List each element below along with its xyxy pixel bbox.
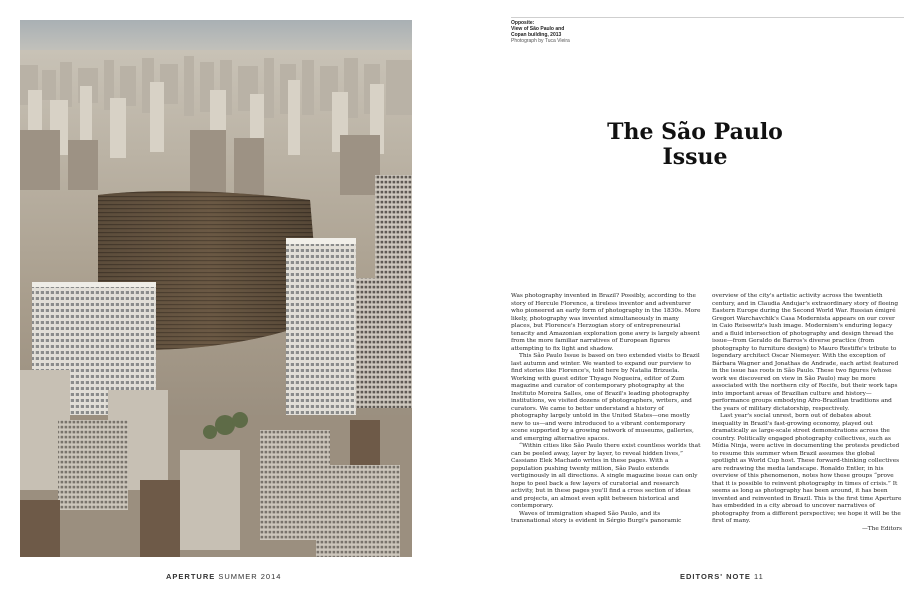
folio-left-magazine: APERTURE	[166, 572, 216, 581]
folio-right-section: EDITORS' NOTE	[680, 572, 751, 581]
top-rule	[511, 17, 904, 18]
signature: —The Editors	[861, 525, 902, 532]
photo-caption	[511, 20, 661, 44]
title-line-2: Issue	[662, 144, 728, 170]
body-column-left	[511, 293, 701, 526]
folio-left-issue: SUMMER 2014	[215, 572, 282, 581]
caption-line-2: Copan building, 2013	[511, 32, 562, 38]
caption-heading: Opposite:	[511, 20, 535, 26]
title-line-1: The São Paulo	[607, 119, 783, 145]
body-paragraph-4: Waves of immigration shaped São Paulo, and its transnational story is evident in Sérgio Burgi's panoramic	[511, 510, 682, 524]
folio-left	[166, 572, 281, 581]
article-title	[560, 120, 830, 170]
body-paragraph-6: Last year's social unrest, born out of debates about inequality in Brazil's fast-growing economy, played out dramatically as large-scale street demonstrations across the country. Politically engaged photography collectives, such as Mídia Ninja, were active in documenting the protests predicted to resume this summer when Brazil assumes the global spotlight as World Cup host. These forward-thinking collectives are redrawing the media landscape. Ronaldo Entler, in his overview of this phenomenon, notes how these groups “prove that it is possible to reinvent photography in times of crisis.” It seems as long as photography has been around, it has been invented and reinvented in Brazil. This is the first time Aperture has embedded in a city abroad to uncover narratives of photography from a different perspective; we hope it will be the first of many.	[712, 413, 902, 524]
body-paragraph-5: overview of the city's artistic activity across the twentieth century, and in Claudia Andujar's extraordinary story of fleeing Eastern Europe during the Second World War. Russian émigré Gregori Warchavchik's Casa Modernista appears on our cover in Caio Reisewitz's lush image. Modernism's enduring legacy and a fluid intersection of photography and design thread the issue—from Geraldo de Barros's diverse practice (from photography to furniture design) to Mauro Restiffe's tribute to legendary architect Oscar Niemeyer. With the exception of Bárbara Wagner and Jonathas de Andrade, each artist featured in the issue has roots in São Paulo. These two figures (whose work we discovered on view in São Paulo) may be more associated with the northern city of Recife, but their work taps into important areas of Brazilian culture and history—performance groups embodying Afro-Brazilian traditions and the years of military dictatorship, respectively.	[712, 293, 899, 412]
folio-right	[680, 572, 764, 581]
caption-credit: Photograph by Tuca Vieira	[511, 38, 570, 44]
body-column-right	[712, 293, 902, 533]
caption-line-1: View of São Paulo and	[511, 26, 565, 32]
body-paragraph-3: “Within cities like São Paulo there exist countless worlds that can be peeled away, layer by layer, to reveal hidden lives,” Cassiano Elek Machado writes in these pages. With a population pushing twenty million, São Paulo extends vertiginously in all directions. A single magazine issue can only hope to peel back a few layers of curatorial and research activity, but in these pages you'll find a cross section of ideas and projects, an almost even split between historical and contemporary.	[511, 443, 701, 509]
body-paragraph-2: This São Paulo Issue is based on two extended visits to Brazil last autumn and winter. We wanted to expand our purview to find stories like Florence's, told here by Natalia Brizuela. Working with guest editor Thyago Nogueira, editor of Zum magazine and curator of contemporary photography at the Instituto Moreira Salles, one of Brazil's leading photography institutions, we visited dozens of photographers, writers, and curators. We came to better understand a history of photography largely untold in the United States—one mostly new to us—and were introduced to a vibrant contemporary scene supported by a growing network of museums, galleries, and emerging alternative spaces.	[511, 353, 700, 442]
folio-right-page: 11	[750, 572, 764, 581]
city-photograph	[20, 20, 412, 557]
body-paragraph-1: Was photography invented in Brazil? Possibly, according to the story of Hercule Florence, a tireless inventor and adventurer who pioneered an early form of photography in the 1830s. More likely, photography was invented simultaneously in many places, but Florence's Herzogian story of entrepreneurial tenacity and Amazonian exploration gone awry is largely absent from the more familiar narratives of European figures attempting to fix light and shadow.	[511, 293, 701, 352]
